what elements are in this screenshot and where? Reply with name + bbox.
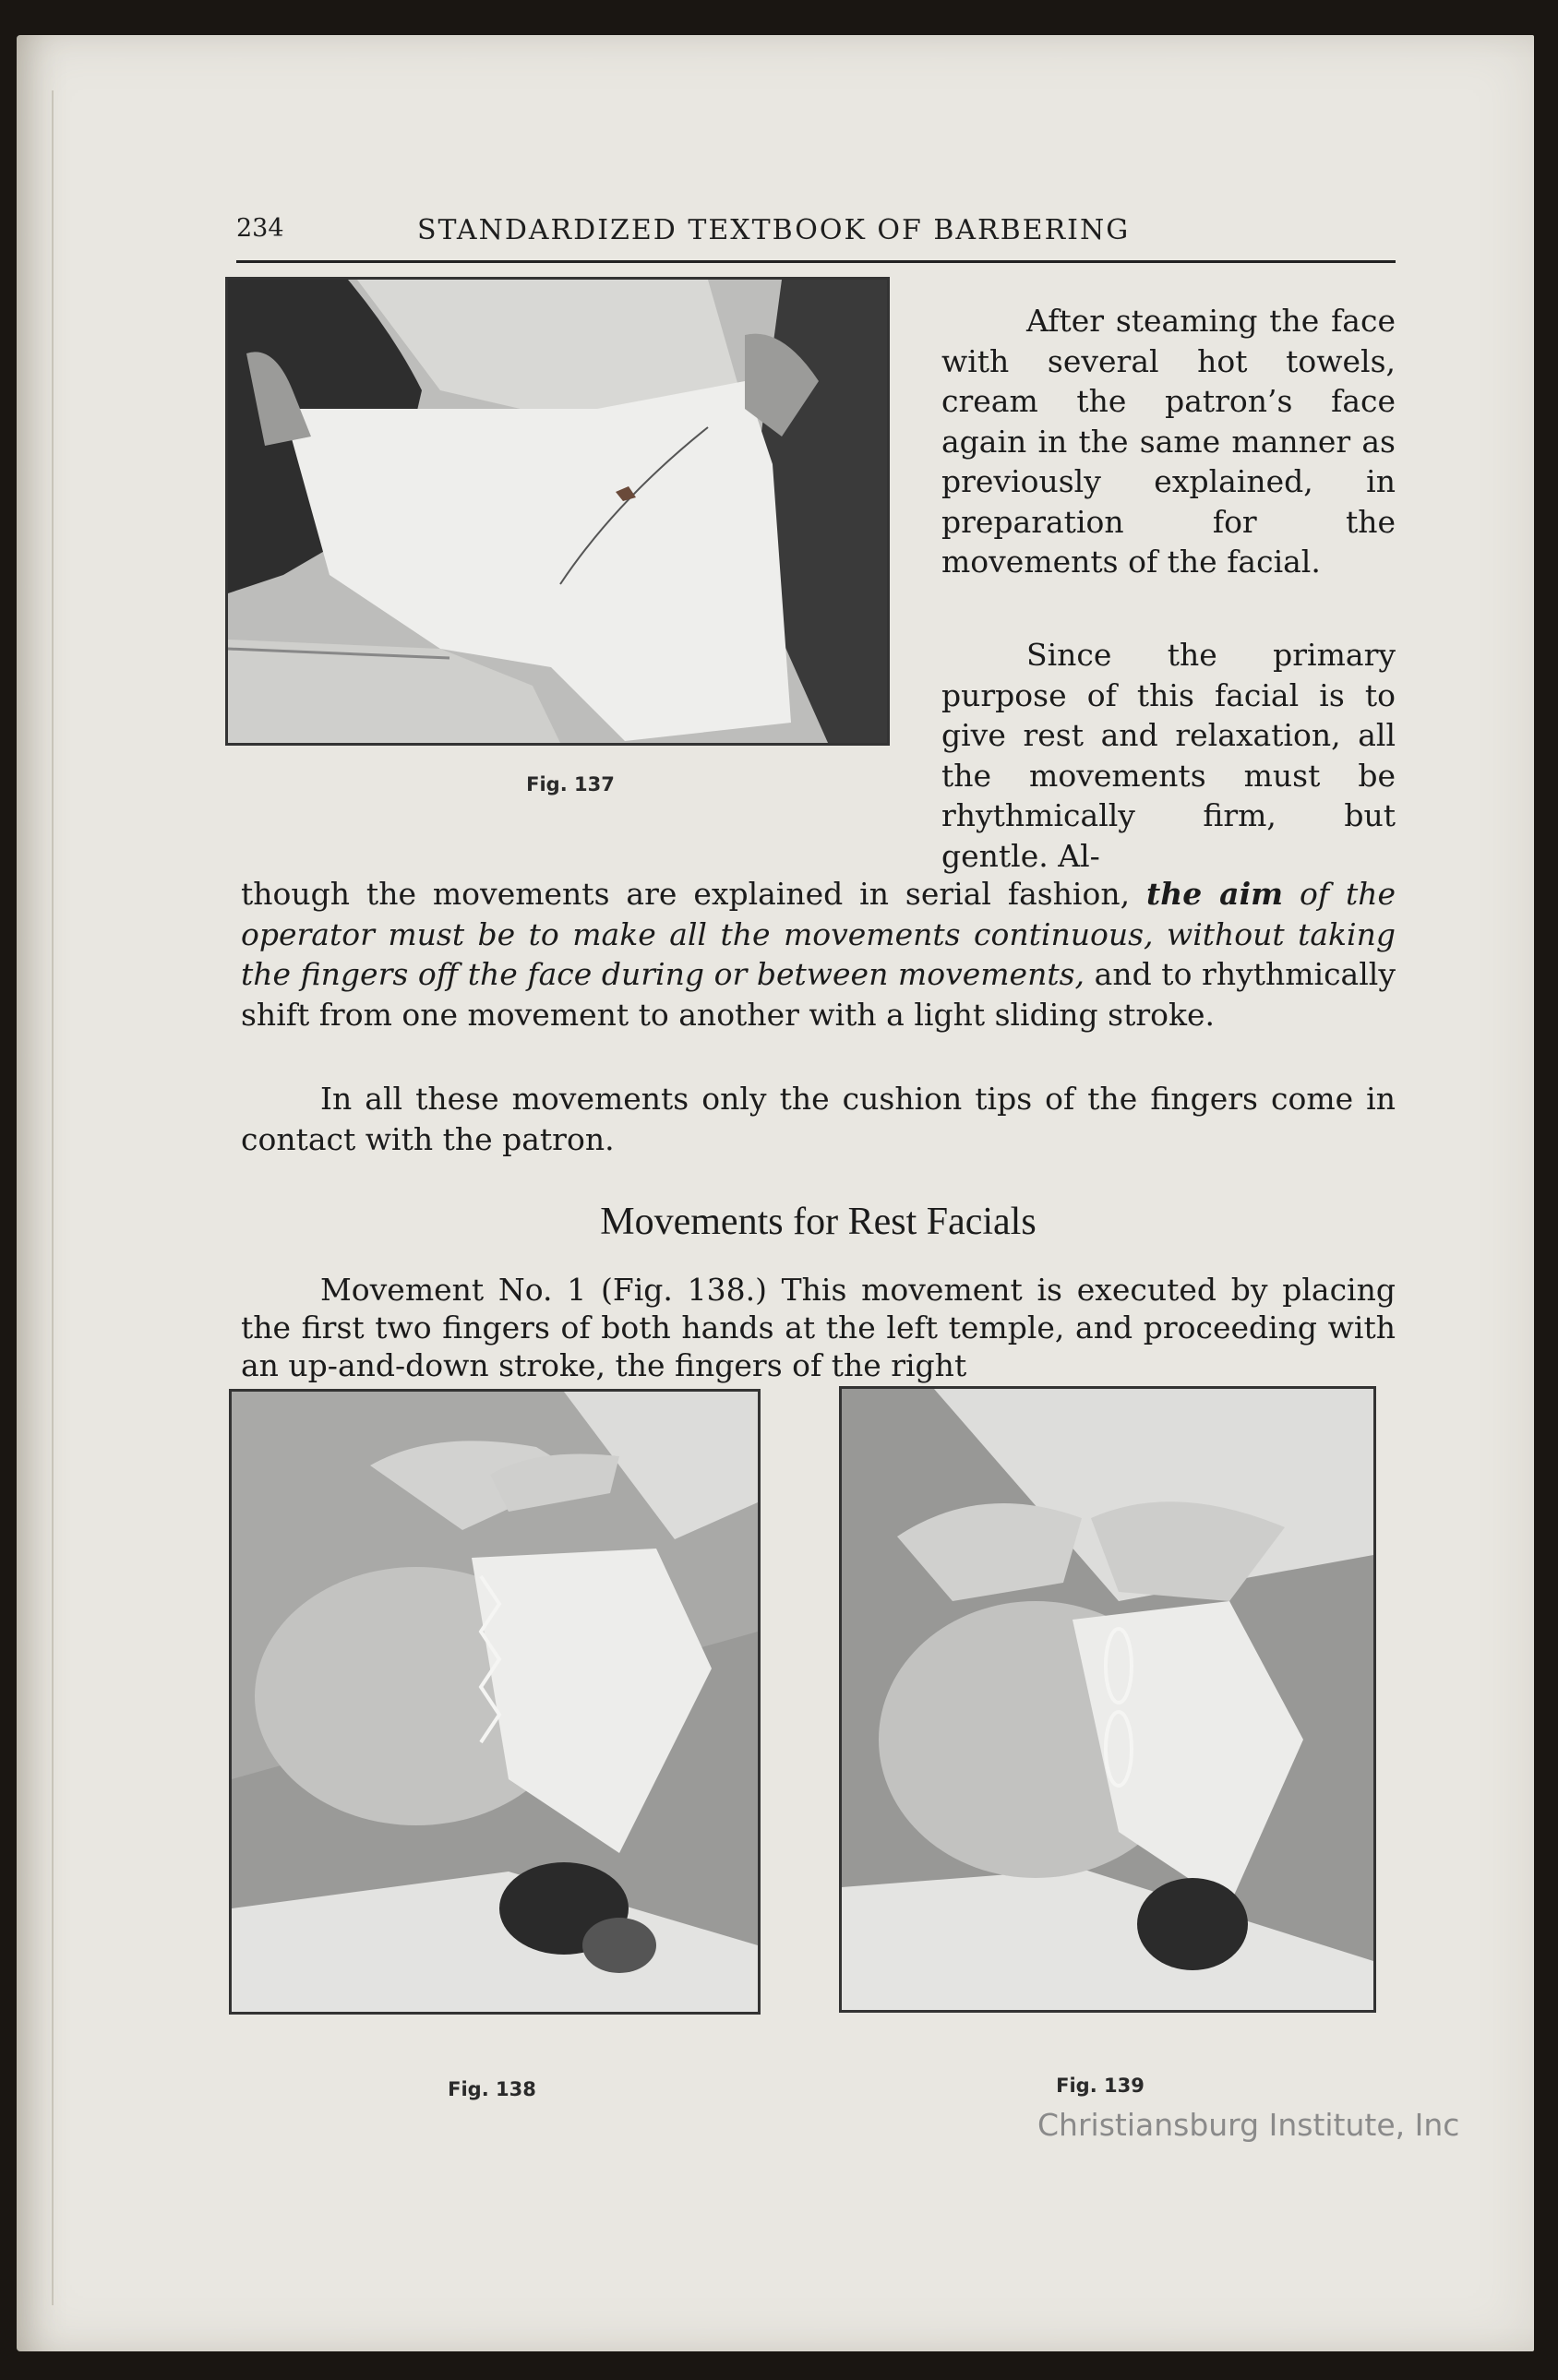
figure-138-caption: Fig. 138 [448,2078,536,2100]
section-heading: Movements for Rest Facials [600,1201,1037,1243]
paragraph-purpose: Since the primary purpose of this facial is to give rest and relaxation, all the movements must be rhythmically firm, but gentle. Al- [941,637,1396,874]
text-run-end: and to rhythmically shift from one movement to another with a light sliding stroke. [241,956,1396,1033]
running-head [236,212,1396,263]
page-number: 234 [236,214,284,243]
text-run: though the movements are explained in serial fashion, [241,876,1131,912]
book-page [17,35,1534,2351]
book-title: STANDARDIZED TEXTBOOK OF BARBERING [417,214,1131,246]
spine-shadow [52,90,54,2305]
figure-139-caption: Fig. 139 [1056,2075,1145,2097]
paragraph-movement-1: Movement No. 1 (Fig. 138.) This movement is executed by placing the first two fingers of both hands at the left temple, and proceeding with an up-and-down stroke, the fingers of the right [241,1272,1396,1383]
figure-137-caption: Fig. 137 [526,773,615,795]
watermark: Christiansburg Institute, Inc [1037,2107,1460,2143]
paragraph-cushion-tips: In all these movements only the cushion tips of the fingers come in contact with the patron. [241,1081,1396,1157]
figure-138-photo [229,1389,761,2015]
emphasis-text: the aim [1146,876,1284,912]
figure-139-photo [839,1386,1376,2013]
paragraph-steaming: After steaming the face with several hot towels, cream the patron’s face again in the same manner as previously explained, in preparation for the movements of the facial. [941,303,1396,580]
figure-137-photo [225,277,890,746]
paragraph-movements-continuous [241,874,1396,1035]
emphasis-text-continued: of the operator must be to make all the movements continuous, without taking the fingers off the face during or between movements, [241,876,1396,992]
